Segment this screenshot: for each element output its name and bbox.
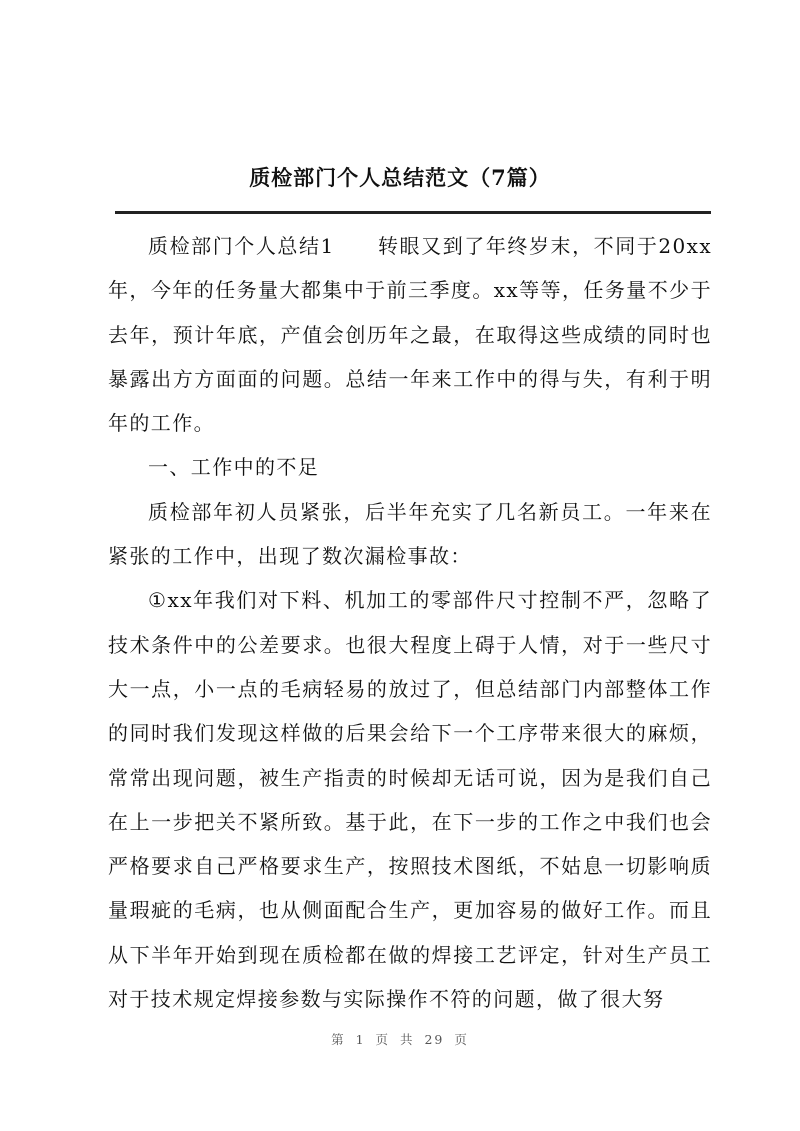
section-heading: 一、工作中的不足: [148, 455, 320, 480]
document-body: [108, 224, 712, 1021]
title-divider: [115, 211, 711, 214]
paragraph-issue-1: ①xx年我们对下料、机加工的零部件尺寸控制不严，忽略了技术条件中的公差要求。也很大程度上碍于人情，对于一些尺寸大一点，小一点的毛病轻易的放过了，但总结部门内部整体工作的同时我们发现这样做的后果会给下一个工序带来很大的麻烦，常常出现问题，被生产指责的时候却无话可说，因为是我们自己在上一步把关不紧所致。基于此，在下一步的工作之中我们也会严格要求自己严格要求生产，按照技术图纸，不姑息一切影响质量瑕疵的毛病，也从侧面配合生产，更加容易的做好工作。而且从下半年开始到现在质检都在做的焊接工艺评定，针对生产员工对于技术规定焊接参数与实际操作不符的问题，做了很大努: [108, 588, 712, 1012]
document-title: 质检部门个人总结范文（7篇）: [249, 165, 551, 190]
paragraph-staffing: 质检部年初人员紧张，后半年充实了几名新员工。一年来在紧张的工作中，出现了数次漏检事故：: [108, 499, 712, 569]
page-footer: 第 1 页 共 29 页: [331, 1032, 469, 1047]
paragraph-intro: 质检部门个人总结1 转眼又到了年终岁末，不同于20xx年，今年的任务量大都集中于前三季度。xx等等，任务量不少于去年，预计年底，产值会创历年之最，在取得这些成绩的同时也暴露出方方面面的问题。总结一年来工作中的得与失，有利于明年的工作。: [108, 234, 712, 436]
